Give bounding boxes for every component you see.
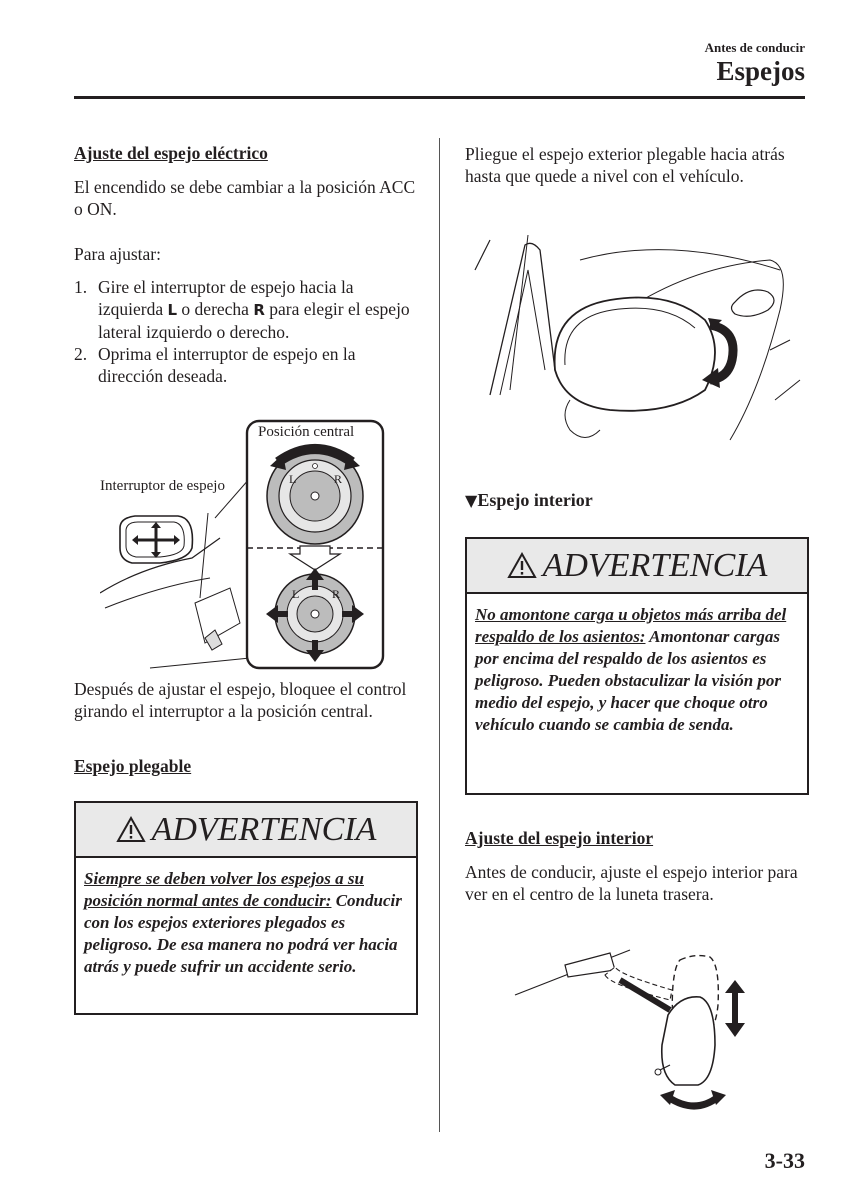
interior-adjust-heading: Ajuste del espejo interior bbox=[465, 828, 654, 848]
knob-mark-r-2: R bbox=[332, 587, 341, 601]
interior-adjust-paragraph: Antes de conducir, ajuste el espejo interior para ver en el centro de la luneta trasera. bbox=[465, 862, 798, 904]
interior-mirror-drawing bbox=[510, 945, 770, 1120]
step-1: 1. Gire el interruptor de espejo hacia la izquierda L o derecha R para elegir el espejo lateral izquierdo o derecho. bbox=[74, 277, 410, 342]
column-divider bbox=[439, 138, 440, 1132]
warning-body: Siempre se deben volver los espejos a su posición normal antes de conducir: Conducir con los espejos exteriores plegados es peligroso. De esa manera no podrá ver hacia atrás y puede sufrir un accidente serio. bbox=[84, 869, 402, 976]
folding-mirror-heading: Espejo plegable bbox=[74, 756, 192, 776]
interior-mirror-heading-row bbox=[465, 490, 593, 511]
label-mirror-switch: Interruptor de espejo bbox=[100, 478, 225, 494]
page-title: Espejos bbox=[716, 56, 805, 86]
interior-mirror-heading: Espejo interior bbox=[477, 490, 593, 510]
adjust-steps bbox=[74, 276, 419, 387]
knob-mark-l-2: L bbox=[292, 587, 300, 601]
warning-header-2 bbox=[467, 539, 807, 594]
knob-mark-l: L bbox=[289, 472, 297, 486]
key-l: L bbox=[167, 301, 178, 319]
knob-mark-r: R bbox=[334, 472, 343, 486]
warning-title: ADVERTENCIA bbox=[151, 811, 377, 848]
folding-mirror-drawing bbox=[470, 230, 810, 445]
key-r: R bbox=[253, 301, 265, 319]
mirror-switch-illustration bbox=[100, 418, 390, 673]
label-center-position: Posición central bbox=[258, 424, 355, 440]
after-adjust-paragraph: Después de ajustar el espejo, bloquee el control girando el interruptor a la posición central. bbox=[74, 679, 407, 721]
adjust-intro: Para ajustar: bbox=[74, 244, 161, 264]
section-label: Antes de conducir bbox=[704, 40, 805, 55]
triangle-down-icon: ▼ bbox=[465, 491, 478, 510]
power-mirror-paragraph: El encendido se debe cambiar a la posición ACC o ON. bbox=[74, 177, 416, 219]
mirror-switch-figure bbox=[100, 418, 390, 673]
warning-box-interior bbox=[465, 537, 809, 795]
warning-triangle-icon bbox=[116, 816, 146, 843]
header-rule bbox=[74, 96, 805, 99]
power-mirror-heading: Ajuste del espejo eléctrico bbox=[74, 143, 268, 163]
fold-paragraph: Pliegue el espejo exterior plegable hacia atrás hasta que quede a nivel con el vehículo. bbox=[465, 144, 785, 186]
interior-mirror-illustration bbox=[510, 945, 770, 1120]
warning-title-2: ADVERTENCIA bbox=[542, 547, 768, 584]
warning-triangle-icon bbox=[507, 552, 537, 579]
warning-header bbox=[76, 803, 416, 858]
warning-body-2: No amontone carga u objetos más arriba del respaldo de los asientos: Amontonar cargas por encima del respaldo de los asientos es peligroso. Pueden obstaculizar la visión por medio del espejo, y hacer que choque otro vehículo cuando se cambia de senda. bbox=[475, 605, 787, 734]
page-number: 3-33 bbox=[764, 1148, 805, 1173]
warning-box-folding bbox=[74, 801, 418, 1015]
step-2: 2. Oprima el interruptor de espejo en la dirección deseada. bbox=[74, 344, 356, 386]
folding-mirror-illustration bbox=[470, 230, 810, 445]
